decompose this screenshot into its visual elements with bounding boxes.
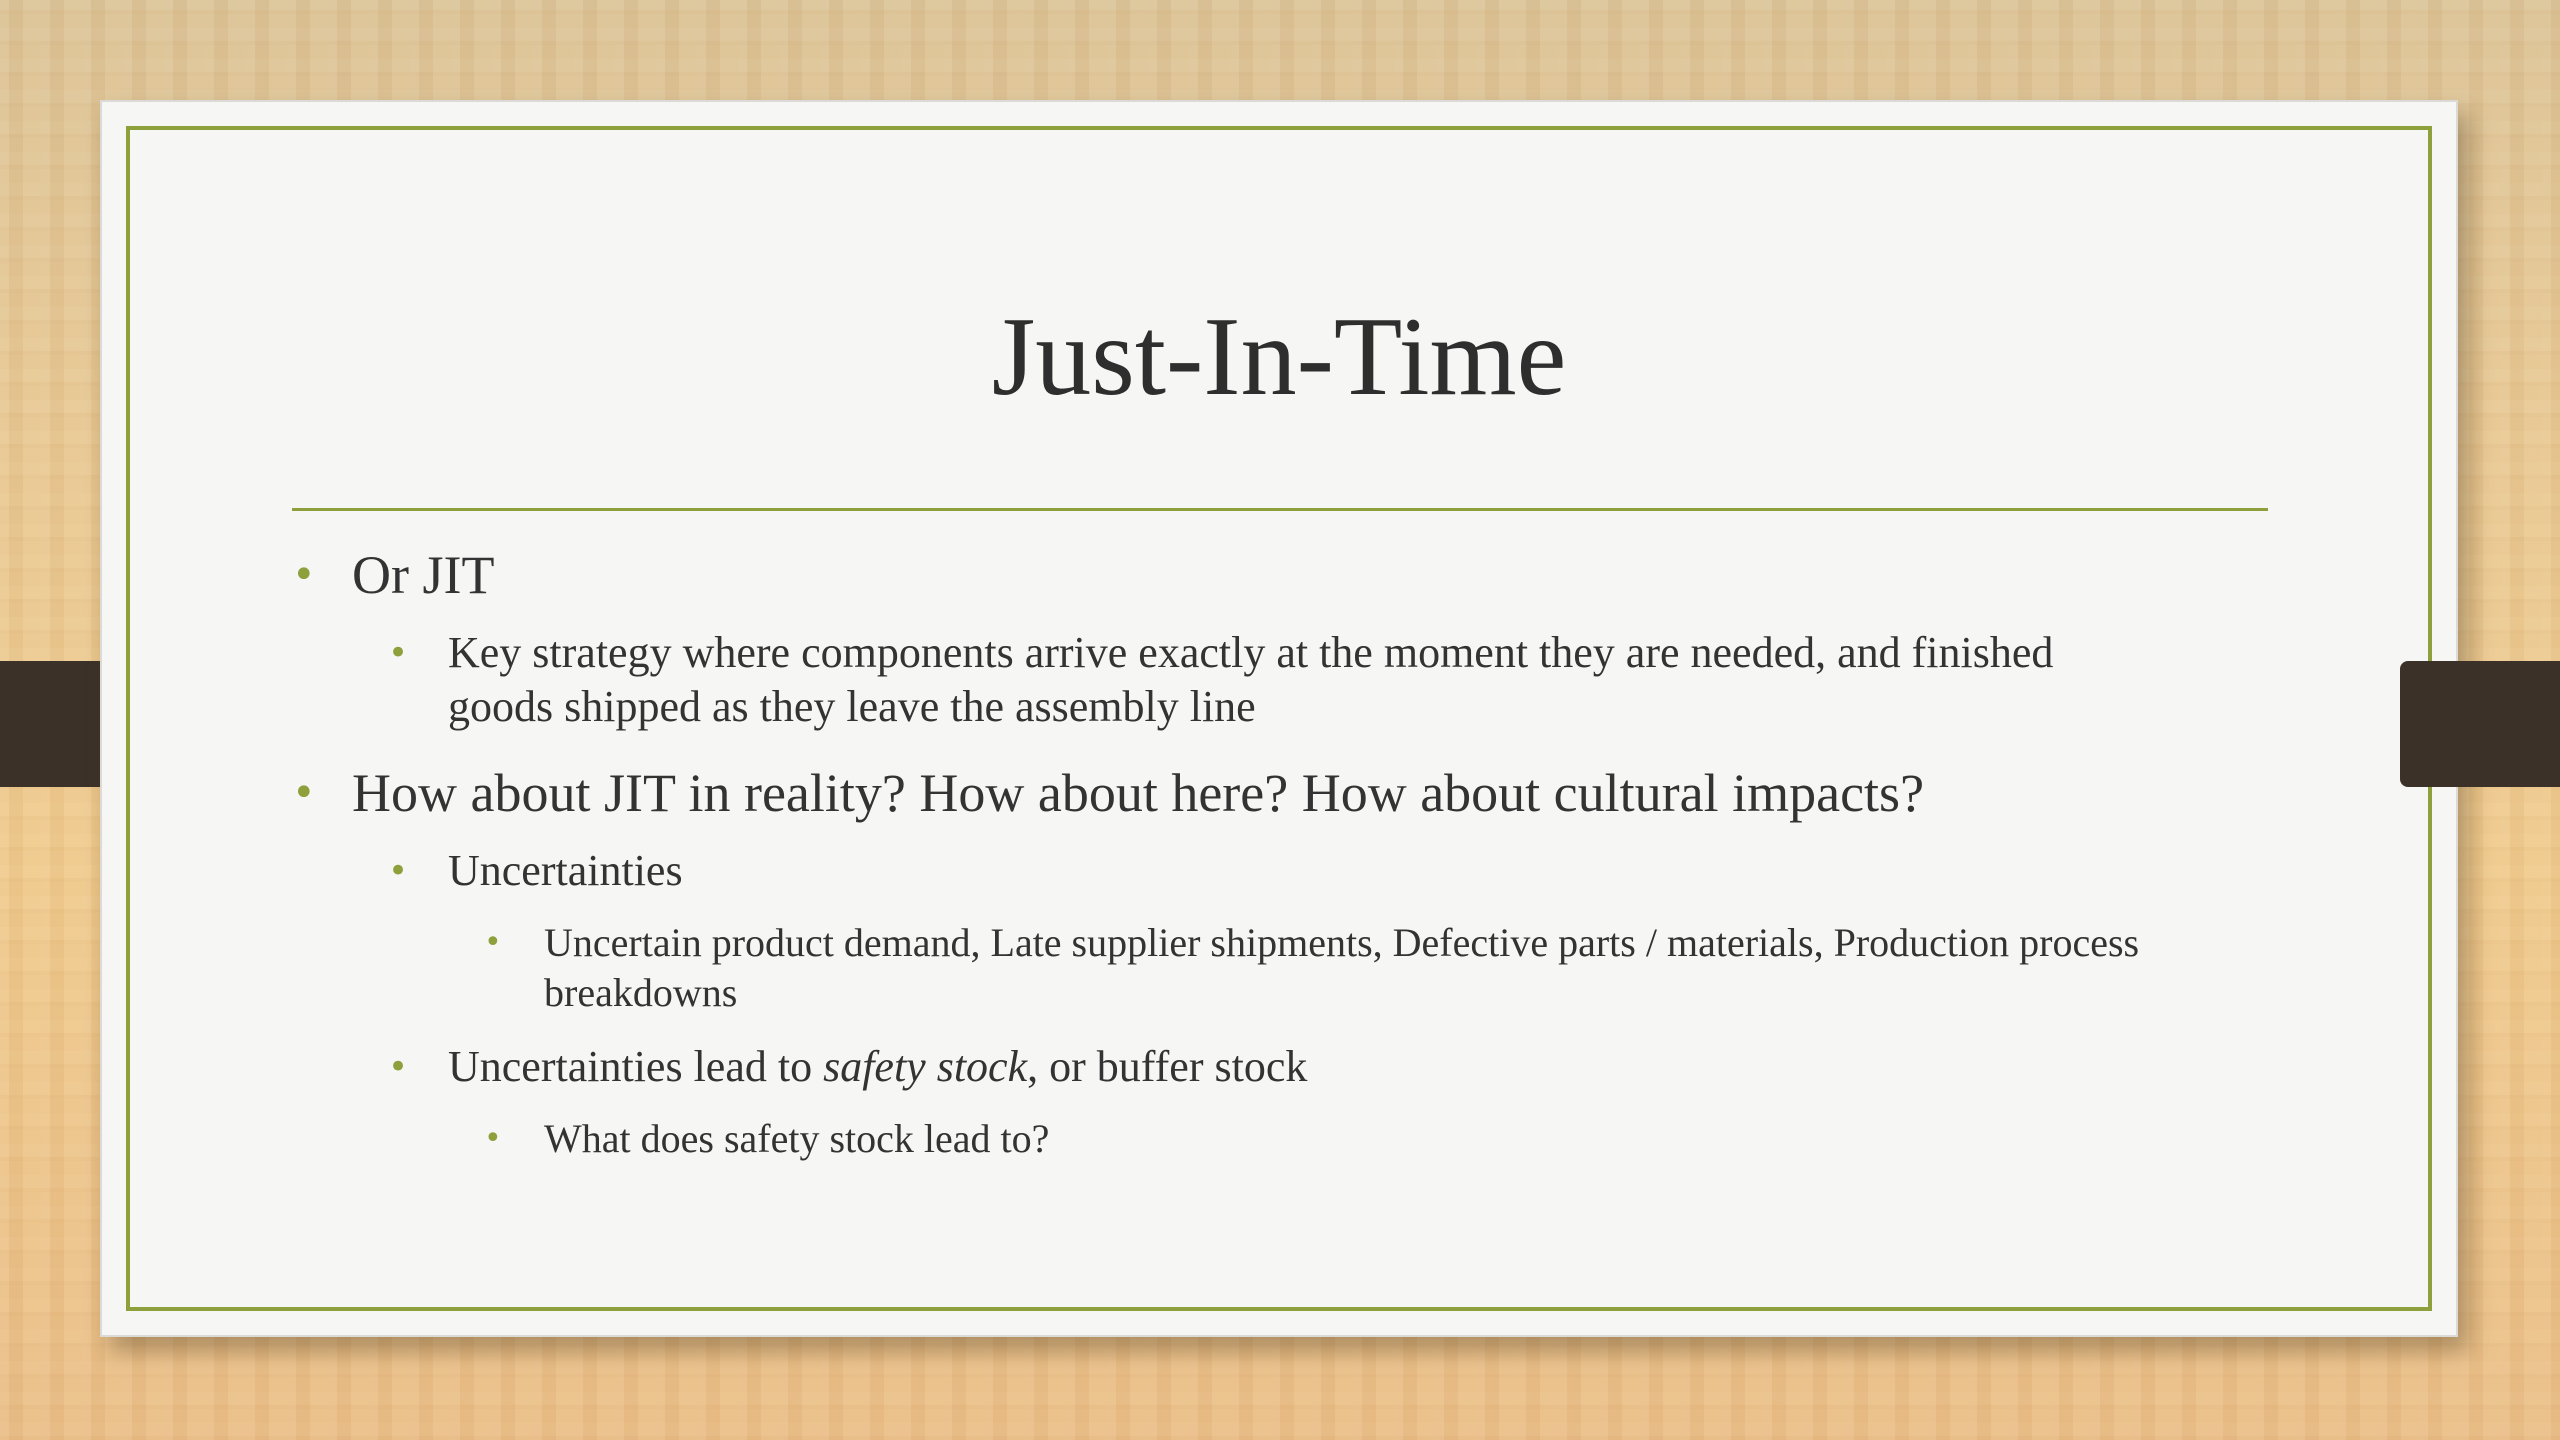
bullet-text	[448, 1040, 2148, 1094]
bullet-text: Uncertain product demand, Late supplier shipments, Defective parts / materials, Production process breakdowns	[544, 920, 2140, 1015]
bullet-icon: •	[484, 925, 502, 960]
bullet-icon: •	[388, 633, 409, 673]
bullet-item	[292, 542, 2272, 608]
title-divider	[292, 508, 2268, 511]
slide-title: Just-In-Time	[991, 295, 1567, 419]
bullet-icon: •	[484, 1121, 502, 1156]
slide-content	[292, 542, 2272, 1164]
bullet-item	[292, 1114, 2272, 1164]
safety-stock-term: safety stock	[823, 1042, 1028, 1091]
bullet-text-before: Uncertainties lead to	[448, 1042, 824, 1091]
bullet-text: Uncertainties	[448, 846, 683, 895]
bullet-item	[292, 760, 2272, 826]
slide	[100, 100, 2458, 1337]
binder-clip-right	[2400, 661, 2560, 787]
bullet-text: Key strategy where components arrive exactly at the moment they are needed, and finished goods shipped as they leave the assembly line	[448, 628, 2054, 731]
bullet-item	[292, 844, 2272, 898]
bullet-icon: •	[388, 851, 409, 891]
bullet-text: Or JIT	[352, 545, 495, 605]
bullet-text: What does safety stock lead to?	[544, 1116, 1050, 1161]
bullet-icon: •	[292, 770, 316, 816]
bullet-text: How about JIT in reality? How about here? How about cultural impacts?	[352, 763, 1925, 823]
bullet-item	[292, 918, 2272, 1018]
bullet-item	[292, 626, 2272, 734]
bullet-icon: •	[292, 552, 316, 598]
bullet-text-after: , or buffer stock	[1027, 1042, 1308, 1091]
bullet-item	[292, 1040, 2272, 1094]
bullet-icon: •	[388, 1047, 409, 1087]
